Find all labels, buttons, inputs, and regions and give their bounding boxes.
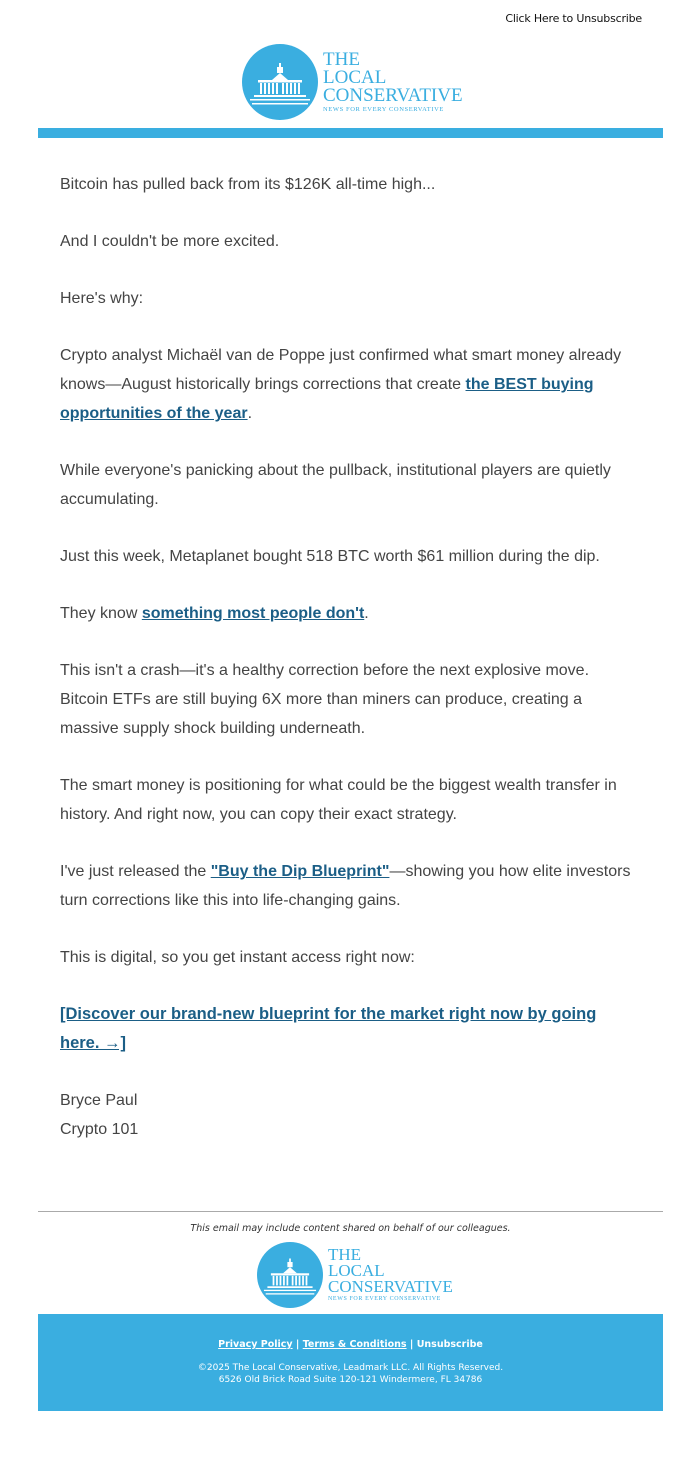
brand-tagline: NEWS FOR EVERY CONSERVATIVE — [328, 1296, 441, 1303]
paragraph: And I couldn't be more excited. — [60, 233, 280, 250]
signature-name: Bryce Paul — [60, 1092, 138, 1109]
header-accent-bar — [38, 128, 663, 138]
paragraph-end: . — [247, 405, 253, 422]
brand-line-3: CONSERVATIVE — [323, 84, 463, 106]
paragraph — [60, 857, 640, 915]
something-people-dont-know-link[interactable]: something most people don't — [141, 605, 365, 622]
paragraph-text: I've just released the — [60, 863, 211, 880]
cta-paragraph — [60, 1000, 640, 1058]
footer-banner — [38, 1314, 663, 1411]
paragraph: Bitcoin has pulled back from its $126K all-time high... — [60, 176, 436, 193]
brand-line-2: LOCAL — [328, 1261, 385, 1281]
paragraph-text: Crypto analyst Michaël van de Poppe just confirmed what smart money already knows—August historically brings corrections that create — [60, 347, 622, 393]
unsubscribe-link-top[interactable]: Click Here to Unsubscribe — [505, 12, 642, 25]
white-house-icon — [242, 44, 318, 120]
brand-line-2: LOCAL — [323, 66, 387, 88]
paragraph-text: They know — [60, 605, 142, 622]
paragraph — [60, 341, 640, 428]
paragraph-end: —showing you how elite investors turn corrections like this into life-changing gains. — [60, 863, 631, 909]
brand-line-1: THE — [323, 48, 360, 70]
brand-tagline: NEWS FOR EVERY CONSERVATIVE — [323, 105, 444, 113]
footer-divider — [38, 1211, 663, 1212]
brand-line-1: THE — [328, 1244, 362, 1264]
buy-the-dip-blueprint-link[interactable]: "Buy the Dip Blueprint" — [210, 863, 390, 880]
brand-logo-header[interactable] — [242, 44, 463, 120]
best-buying-opportunities-link[interactable]: the BEST buying opportunities of the year — [60, 376, 594, 422]
paragraph-end: . — [364, 605, 369, 622]
link-separator: | — [295, 1339, 300, 1350]
paragraph: This isn't a crash—it's a healthy correction before the next explosive move. Bitcoin ETFs are still buying 6X more than miners can produce, creating a massive supply shock building underneath. — [60, 662, 590, 737]
paragraph: The smart money is positioning for what could be the biggest wealth transfer in history. And right now, you can copy their exact strategy. — [60, 777, 617, 823]
paragraph: Just this week, Metaplanet bought 518 BTC worth $61 million during the dip. — [60, 548, 600, 565]
copyright-text: ©2025 The Local Conservative, Leadmark LLC. All Rights Reserved. — [197, 1363, 504, 1373]
paragraph: This is digital, so you get instant access right now: — [60, 949, 415, 966]
paragraph: While everyone's panicking about the pullback, institutional players are quietly accumulating. — [60, 462, 611, 508]
unsubscribe-link-footer[interactable]: Unsubscribe — [416, 1339, 483, 1350]
discover-blueprint-cta-link[interactable]: [Discover our brand-new blueprint for the market right now by going here. →] — [60, 1005, 597, 1052]
paragraph: Here's why: — [60, 290, 144, 307]
privacy-policy-link[interactable]: Privacy Policy — [218, 1339, 293, 1350]
footer-disclaimer: This email may include content shared on behalf of our colleagues. — [190, 1223, 511, 1234]
footer-legal — [38, 1362, 663, 1386]
signature-org: Crypto 101 — [60, 1121, 139, 1138]
brand-logo-footer[interactable] — [257, 1242, 453, 1308]
address-text: 6526 Old Brick Road Suite 120-121 Windermere, FL 34786 — [218, 1375, 483, 1385]
white-house-icon — [257, 1242, 323, 1308]
paragraph — [60, 599, 640, 628]
link-separator: | — [409, 1339, 414, 1350]
email-body — [60, 170, 640, 1144]
brand-wordmark — [323, 48, 463, 113]
brand-line-3: CONSERVATIVE — [328, 1277, 453, 1297]
footer-links — [38, 1339, 663, 1350]
brand-wordmark — [328, 1244, 453, 1303]
terms-conditions-link[interactable]: Terms & Conditions — [302, 1339, 407, 1350]
